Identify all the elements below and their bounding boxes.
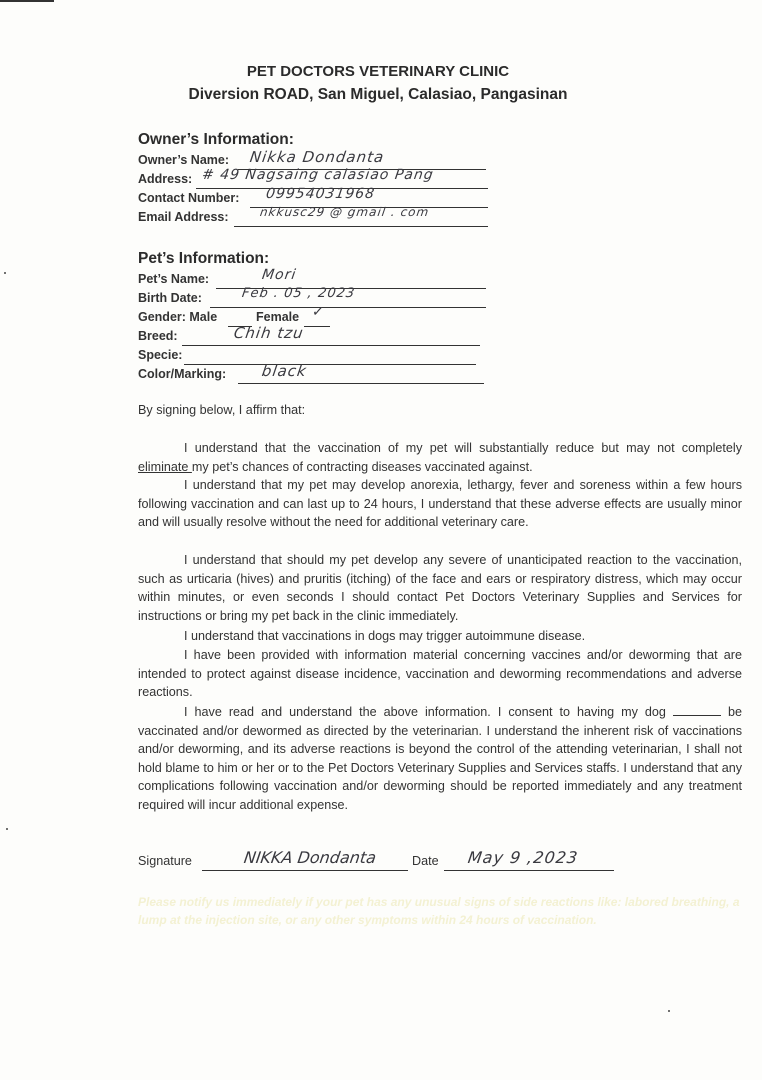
specie-row [138,346,498,365]
date-value: May 9 ,2023 [466,848,580,867]
affirm-intro: By signing below, I affirm that: [138,403,306,417]
address-label: Address: [138,172,193,186]
gender-female-checkmark: ✓ [310,304,326,320]
signature-value: NIKKA Dondanta [242,848,378,867]
scan-speck [668,1010,670,1012]
clause-consent: I have read and understand the above information. I consent to having my dog be vaccinated and/or dewormed as directed by the veterinarian. I understand the inherent risk of vaccinations and/or deworming, and its adverse reactions is beyond the control of the attending veterinarian, I shall not hold blame to him or her or to the Pet Doctors Veterinary Supplies and Services staffs. I understand that any complications following vaccination and/or deworming should be reported immediately and any treatment required will incur additional expense. [138,705,742,812]
owner-name-value: Nikka Dondanta [248,148,386,166]
scan-speck [4,272,6,274]
clause-autoimmune: I understand that vaccinations in dogs may trigger autoimmune disease. [184,629,586,643]
email-line[interactable] [234,226,488,227]
clause-vaccination-efficacy: I understand that the vaccination of my pet will substantially reduce but may not completely eliminate my pet’s chances of contracting diseases vaccinated against. [138,441,742,474]
owner-name-label: Owner’s Name: [138,153,230,167]
color-row [138,362,498,384]
gender-row [138,304,498,327]
gender-female-label: Female [256,310,300,324]
email-row [138,205,498,227]
breed-value: Chih tzu [232,324,305,342]
scan-speck [6,828,8,830]
breed-label: Breed: [138,329,178,343]
address-value: # 49 Nagsaing calasiao Pang [200,167,435,183]
clause-side-effects: I understand that my pet may develop anorexia, lethargy, fever and soreness within a few hours following vaccination and can last up to 24 hours, I understand that these adverse effects are usually minor and will usually resolve without the need for additional veterinary care. [138,478,742,530]
pet-name-value: Mori [260,267,298,283]
birth-date-label: Birth Date: [138,291,202,305]
pet-section-title: Pet’s Information: [138,250,270,267]
clause-severe-reaction: I understand that should my pet develop any severe of unanticipated reaction to the vaccination, such as urticaria (hives) and pruritis (itching) of the face and ears or respiratory distress, which may occur within minutes, or even seconds I should contact Pet Doctors Veterinary Supplies and Services for instructions or bring my pet back in the clinic immediately. [138,553,742,623]
signature-row [138,846,758,876]
signature-label: Signature [138,854,192,868]
clinic-address: Diversion ROAD, San Miguel, Calasiao, Pangasinan [188,86,568,103]
dog-name-blank[interactable] [673,705,721,716]
owner-section-title: Owner’s Information: [138,131,294,148]
color-value: black [260,362,309,380]
breed-row [138,324,498,346]
date-line[interactable] [444,870,614,871]
contact-label: Contact Number: [138,191,240,205]
pet-name-label: Pet’s Name: [138,272,210,286]
date-label: Date [412,854,439,868]
clinic-name: PET DOCTORS VETERINARY CLINIC [246,63,510,80]
scan-corner-mark [0,0,54,2]
faded-notice: Please notify us immediately if your pet has any unusual signs of side reactions like: labored breathing, a lump at the injection site, or any other symptoms within 24 hours of vaccination. [138,895,740,927]
clause-information-provided: I have been provided with information material concerning vaccines and/or deworming that are intended to protect against disease incidence, vaccination and deworming recommendations and adverse reactions. [138,648,742,700]
birth-date-value: Feb . 05 , 2023 [240,286,357,301]
color-label: Color/Marking: [138,367,227,381]
signature-line[interactable] [202,870,408,871]
gender-male-label: Gender: Male [138,310,218,324]
email-label: Email Address: [138,210,229,224]
specie-label: Specie: [138,348,183,362]
email-value: nkkusc29 @ gmail . com [259,205,431,219]
contact-value: 09954031968 [264,186,377,202]
color-line[interactable] [238,383,484,384]
